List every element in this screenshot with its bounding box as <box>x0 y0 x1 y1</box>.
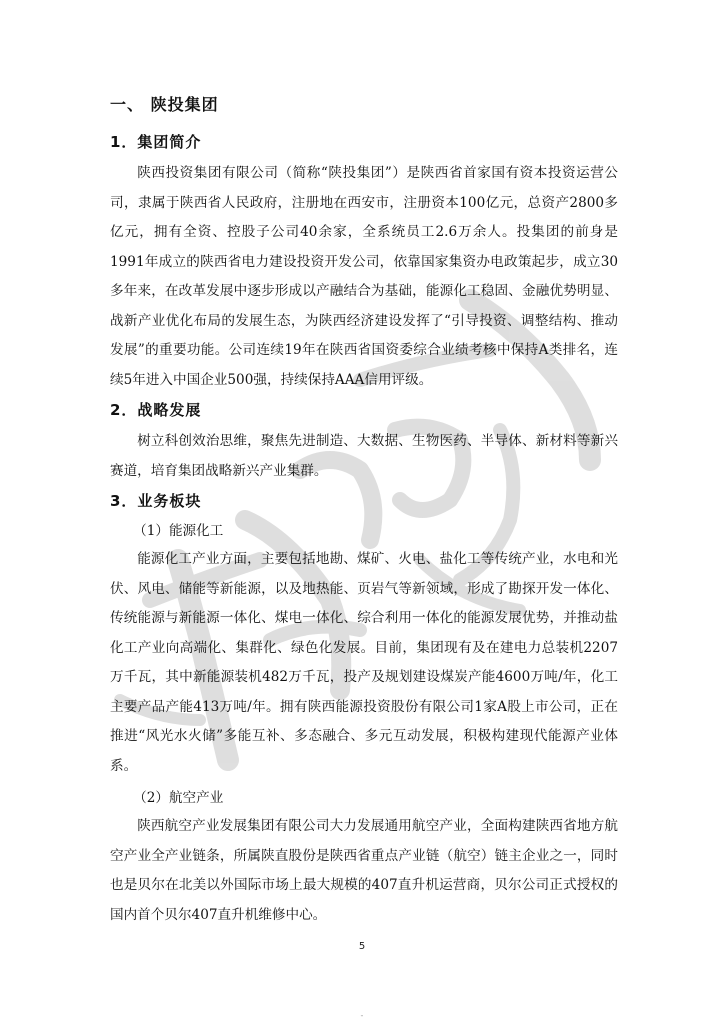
page-number: 5 <box>358 941 366 952</box>
footer-dot: - <box>360 1011 364 1020</box>
energy-paragraph: 能源化工产业方面，主要包括地勘、煤矿、火电、盐化工等传统产业，水电和光伏、风电、储能等新能源，以及地热能、页岩气等新领域，形成了勘探开发一体化、传统能源与新能源一体化、煤电一体化、综合利用一体化的能源发展优势，并推动盐化工产业向高端化、集群化、绿色化发展。目前，集团现有及在建电力总装机2207万千瓦，其中新能源装机482万千瓦，投产及规划建设煤炭产能4600万吨/年，化工主要产品产能413万吨/年。拥有陕西能源投资股份有限公司1家A股上市公司，正在推进“风光水火储”多能互补、多态融合、多元互动发展，积极构建现代能源产业体系。 <box>110 551 618 774</box>
document-body <box>110 93 618 934</box>
section-title: 一、 陕投集团 <box>110 95 219 114</box>
aviation-subheading: （2）航空产业 <box>133 790 224 806</box>
energy-subheading: （1）能源化工 <box>133 523 224 539</box>
aviation-paragraph: 陕西航空产业发展集团有限公司大力发展通用航空产业，全面构建陕西省地方航空产业全产业链条，所属陕直股份是陕西省重点产业链（航空）链主企业之一，同时也是贝尔在北美以外国际市场上最大规模的407直升机运营商，贝尔公司正式授权的国内首个贝尔407直升机维修中心。 <box>110 818 618 923</box>
strategy-paragraph: 树立科创效治思维，聚焦先进制造、大数据、生物医药、半导体、新材料等新兴赛道，培育集团战略新兴产业集群。 <box>110 433 618 479</box>
intro-paragraph: 陕西投资集团有限公司（简称“陕投集团”）是陕西省首家国有资本投资运营公司，隶属于陕西省人民政府，注册地在西安市，注册资本100亿元，总资产2800多亿元，拥有全资、控股子公司40余家，全系统员工2.6万余人。投集团的前身是1991年成立的陕西省电力建设投资开发公司，依靠国家集资办电政策起步，成立30多年来，在改革发展中逐步形成以产融结合为基础，能源化工稳固、金融优势明显、战新产业优化布局的发展生态，为陕西经济建设发挥了“引导投资、调整结构、推动发展”的重要功能。公司连续19年在陕西省国资委综合业绩考核中保持A类排名，连续5年进入中国企业500强，持续保持AAA信用评级。 <box>110 165 618 388</box>
business-heading: 3．业务板块 <box>110 492 202 510</box>
strategy-heading: 2．战略发展 <box>110 401 202 419</box>
intro-heading: 1．集团简介 <box>110 133 202 151</box>
